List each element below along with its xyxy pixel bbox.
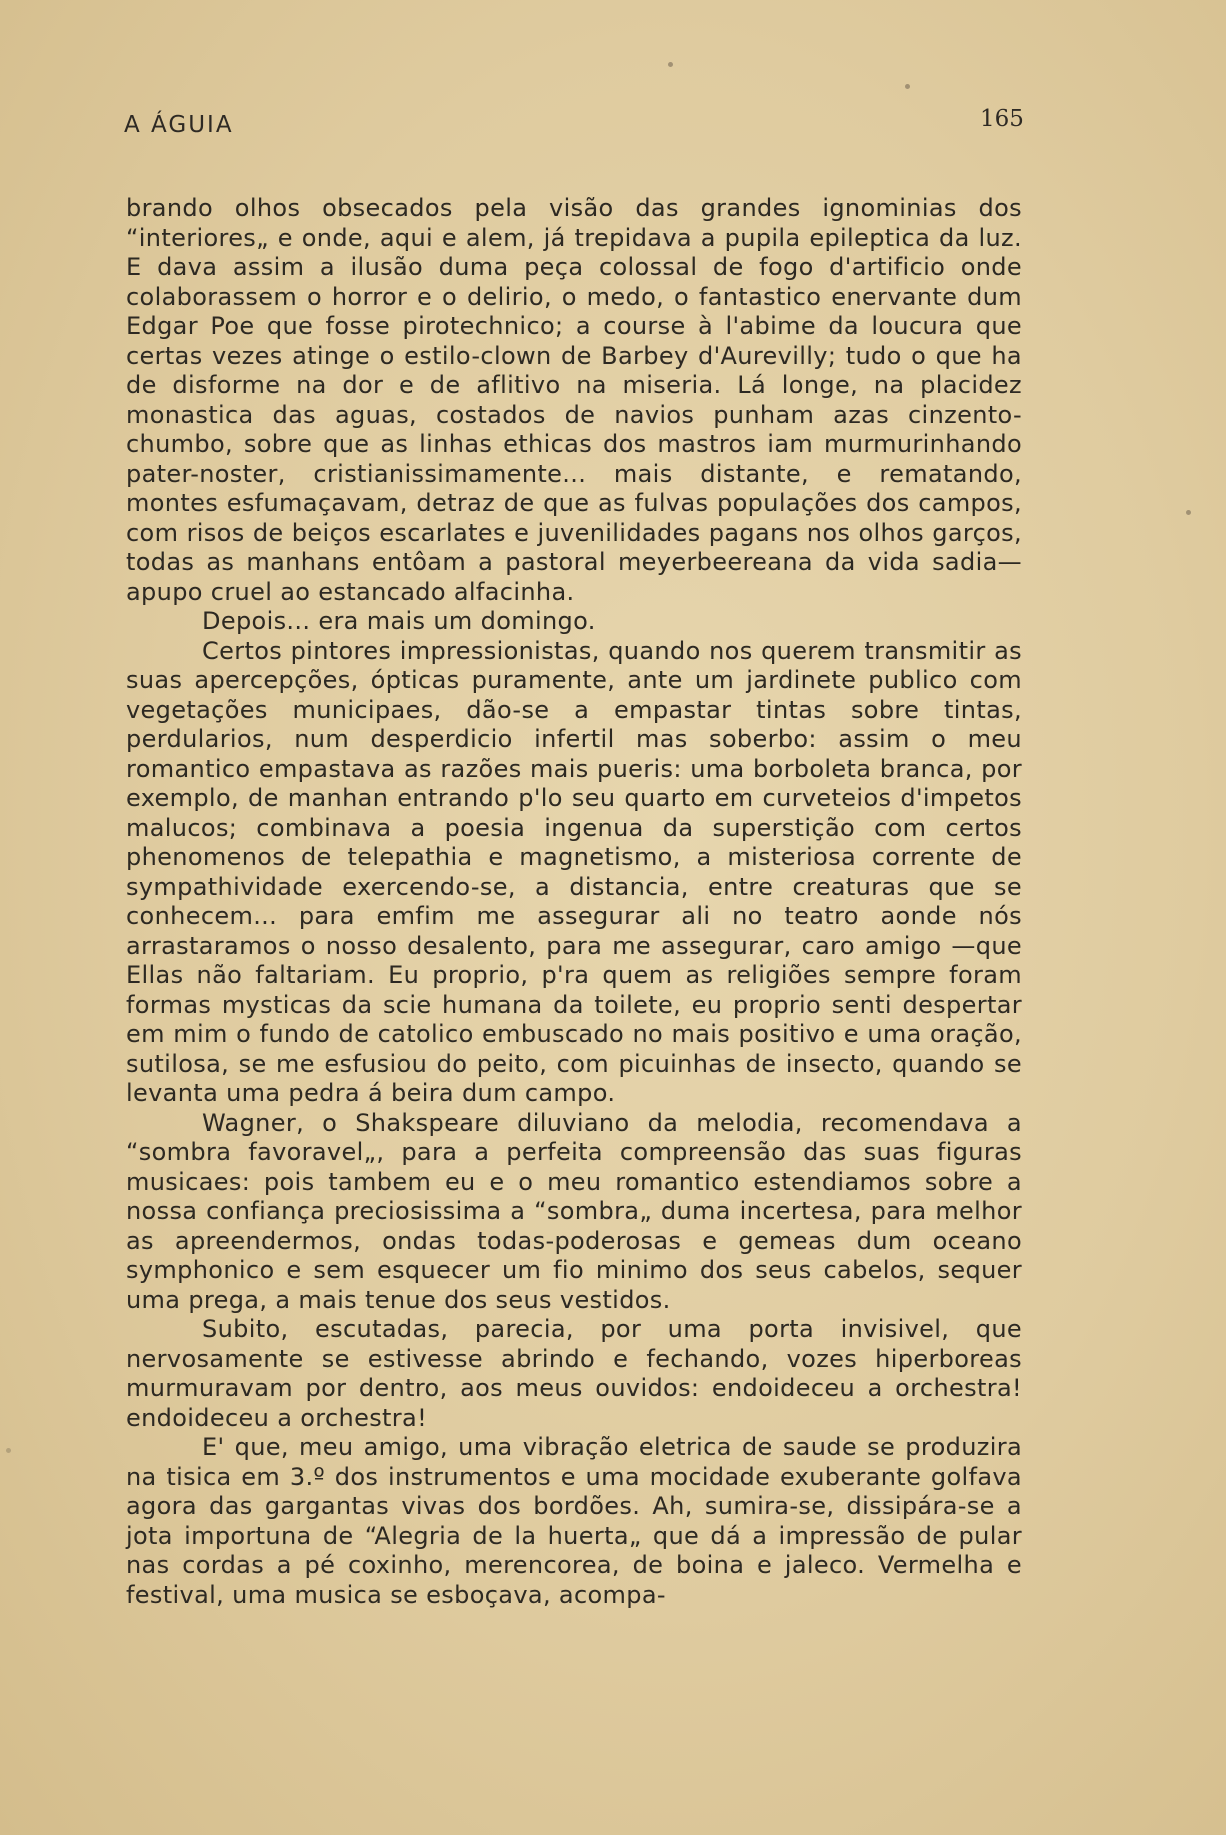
paper-spot (6, 1448, 11, 1453)
running-title: A ÁGUIA (124, 112, 234, 138)
paragraph: Certos pintores impressionistas, quando nos querem transmitir as suas apercepções, ópticas puramente, ante um jardinete publico com vegetações municipaes, dão-se a empastar tintas sobre tintas, perdularios, num desperdicio infertil mas soberbo: assim o meu romantico empastava as razões mais pueris: uma borboleta branca, por exemplo, de manhan entrando p'lo seu quarto em curveteios d'impetos malucos; combinava a poesia ingenua da superstição com certos phenomenos de telepathia e magnetismo, a misteriosa corrente de sympathividade exercendo-se, a distancia, entre creaturas que se conhecem... para emfim me assegurar ali no teatro aonde nós arrastaramos o nosso desalento, para me assegurar, caro amigo —que Ellas não faltariam. Eu proprio, p'ra quem as religiões sempre foram formas mysticas da scie humana da toilete, eu proprio senti despertar em mim o fundo de catolico embuscado no mais positivo e uma oração, sutilosa, se me esfusiou do peito, com picuinhas de insecto, quando se levanta uma pedra á beira dum campo. (126, 636, 1022, 1107)
paper-spot (905, 84, 910, 89)
paragraph: Depois... era mais um domingo. (202, 607, 596, 635)
paragraph: brando olhos obsecados pela visão das grandes ignominias dos “interiores„ e onde, aqui e alem, já trepidava a pupila epileptica da luz. E dava assim a ilusão duma peça colossal de fogo d'artificio onde colaborassem o horror e o delirio, o medo, o fantastico enervante dum Edgar Poe que fosse pirotechnico; a course à l'abime da loucura que certas vezes atinge o estilo-clown de Barbey d'Aurevilly; tudo o que ha de disforme na dor e de aflitivo na miseria. Lá longe, na placidez monastica das aguas, costados de navios punham azas cinzento-chumbo, sobre que as linhas ethicas dos mastros iam murmurinhando pater-noster, cristianissimamente... mais distante, e rematando, montes esfumaçavam, detraz de que as fulvas populações dos campos, com risos de beiços escarlates e juvenilidades pagans nos olhos garços, todas as manhans entôam a pastoral meyerbeereana da vida sadia—apupo cruel ao estancado alfacinha. (126, 194, 1022, 606)
paragraph: E' que, meu amigo, uma vibração eletrica de saude se produzira na tisica em 3.º dos instrumentos e uma mocidade exuberante golfava agora das gargantas vivas dos bordões. Ah, sumira-se, dissipára-se a jota importuna de “Alegria de la huerta„ que dá a impressão de pular nas cordas a pé coxinho, merencorea, de boina e jaleco. Vermelha e festival, uma musica se esboçava, acompa- (126, 1433, 1022, 1609)
body-text (126, 194, 1022, 1610)
paragraph: Wagner, o Shakspeare diluviano da melodia, recomendava a “sombra favoravel„, para a perfeita compreensão das suas figuras musicaes: pois tambem eu e o meu romantico estendiamos sobre a nossa confiança preciosissima a “sombra„ duma incertesa, para melhor as apreendermos, ondas todas-poderosas e gemeas dum oceano symphonico e sem esquecer um fio minimo dos seus cabelos, sequer uma prega, a mais tenue dos seus vestidos. (126, 1108, 1022, 1314)
paper-spot (668, 62, 673, 67)
paragraph: Subito, escutadas, parecia, por uma porta invisivel, que nervosamente se estivesse abrindo e fechando, vozes hiperboreas murmuravam por dentro, aos meus ouvidos: endoideceu a orchestra! endoideceu a orchestra! (126, 1315, 1022, 1432)
paper-spot (1186, 510, 1191, 515)
page-number: 165 (980, 106, 1024, 132)
